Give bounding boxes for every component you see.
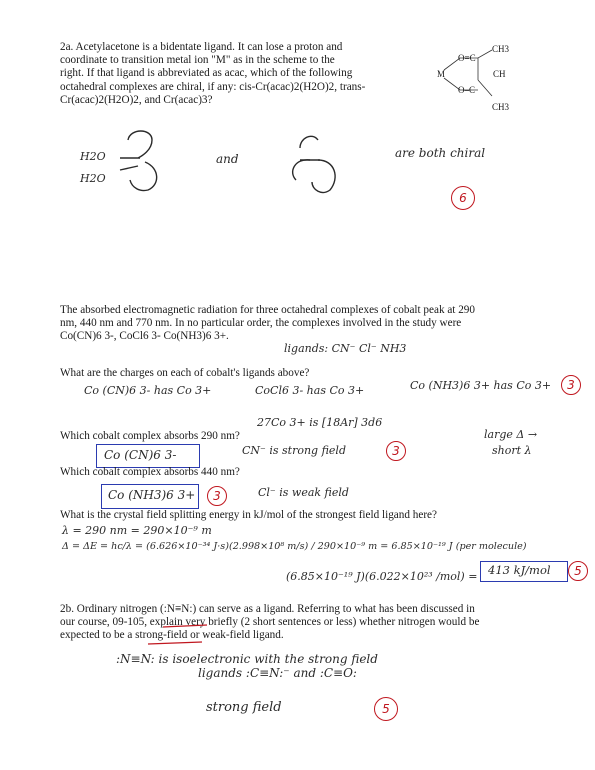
work-molar: (6.85×10⁻¹⁹ J)(6.022×10²³ /mol) =: [286, 570, 478, 583]
work-energy: Δ = ΔE = hc/λ = (6.626×10⁻³⁴ J·s)(2.998×10⁸ m/s) / 290×10⁻⁹ m = 6.85×10⁻¹⁹ J (per molecule): [62, 541, 527, 552]
h2o-label: H2O: [80, 150, 106, 163]
m-label: M: [437, 69, 446, 79]
answer-charge-nh3: Co (NH3)6 3+ has Co 3+: [410, 379, 552, 392]
score-charges: 3: [561, 375, 581, 395]
answer-2b-conclusion: strong field: [206, 700, 282, 715]
answer-440-note: Cl⁻ is weak field: [258, 486, 349, 499]
side-note-short-lambda: short λ: [492, 444, 532, 457]
work-lambda: λ = 290 nm = 290×10⁻⁹ m: [62, 524, 212, 537]
ligands-note: ligands: CN⁻ Cl⁻ NH3: [284, 342, 407, 355]
electron-config-note: 27Co 3+ is [18Ar] 3d6: [257, 416, 383, 429]
answer-290-note: CN⁻ is strong field: [242, 444, 346, 457]
q2b-line: our course, 09-105, explain very briefly (2 short sentences or less) whether nitrogen would be: [60, 616, 480, 629]
answer-splitting: 413 kJ/mol: [488, 563, 551, 577]
answer-2b-line: ligands :C≡N:⁻ and :C≡O:: [198, 666, 357, 680]
answer-440: Co (NH3)6 3+: [108, 488, 196, 502]
q2a-line: Cr(acac)2(H2O)2, and Cr(acac)3?: [60, 93, 213, 106]
q2a-line: right. If that ligand is abbreviated as acac, which of the following: [60, 67, 353, 80]
q2b-line: 2b. Ordinary nitrogen (:N≡N:) can serve as a ligand. Referring to what has been discussed in: [60, 603, 475, 615]
score-splitting: 5: [568, 561, 588, 581]
q2a-line: coordinate to transition metal ion "M" as in the scheme to the: [60, 54, 335, 67]
q2a-line: octahedral complexes are chiral, if any: cis-Cr(acac)2(H2O)2, trans-: [60, 80, 366, 93]
absorb-line: The absorbed electromagnetic radiation for three octahedral complexes of cobalt peak at 290: [60, 304, 475, 316]
ch-label: CH: [493, 69, 506, 79]
absorb-line: nm, 440 nm and 770 nm. In no particular order, the complexes involved in the study were: [60, 317, 462, 330]
q2b-line: expected to be a strong-field or weak-field ligand.: [60, 629, 284, 642]
side-note-large-delta: large Δ →: [484, 428, 538, 441]
and-word: and: [216, 152, 239, 166]
question-290: Which cobalt complex absorbs 290 nm?: [60, 430, 240, 442]
score-2a: 6: [451, 186, 475, 210]
question-440: Which cobalt complex absorbs 440 nm?: [60, 466, 240, 478]
score-290: 3: [386, 441, 406, 461]
answer-charge-cl: CoCl6 3- has Co 3+: [255, 384, 365, 397]
score-440: 3: [207, 486, 227, 506]
answer-2b-line: :N≡N: is isoelectronic with the strong field: [116, 652, 378, 666]
o-bot-label: O–C: [458, 85, 476, 95]
answer-charge-cn: Co (CN)6 3- has Co 3+: [84, 384, 212, 397]
o-top-label: O=C: [458, 53, 476, 63]
score-2b: 5: [374, 697, 398, 721]
chiral-answer: are both chiral: [395, 146, 486, 160]
question-charges: What are the charges on each of cobalt's ligands above?: [60, 367, 310, 379]
absorb-line: Co(CN)6 3-, CoCl6 3- Co(NH3)6 3+.: [60, 330, 229, 343]
q2a-line: 2a. Acetylacetone is a bidentate ligand. It can lose a proton and: [60, 41, 343, 53]
question-splitting: What is the crystal field splitting energy in kJ/mol of the strongest field ligand here?: [60, 509, 437, 521]
h2o-label: H2O: [80, 172, 106, 185]
ch3-top-label: CH3: [492, 44, 510, 54]
answer-290: Co (CN)6 3-: [104, 448, 177, 462]
ch3-bot-label: CH3: [492, 102, 510, 112]
